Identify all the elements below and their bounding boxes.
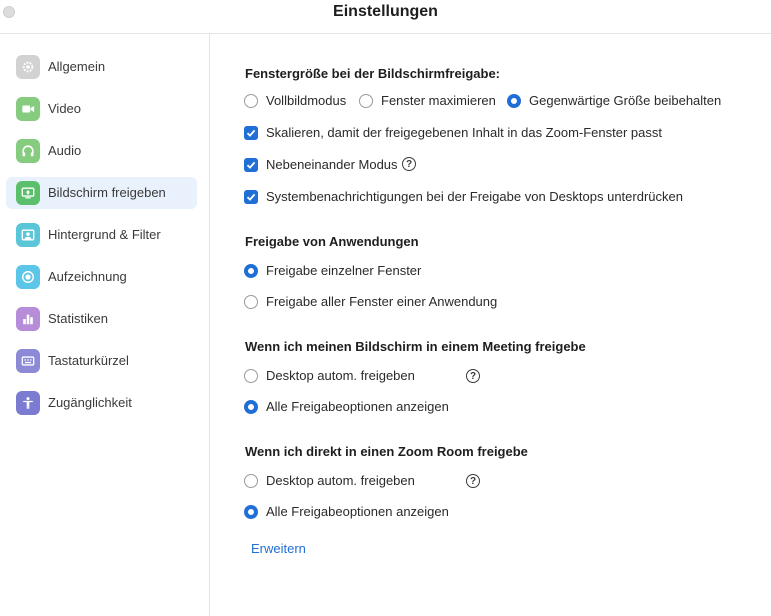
screen-share-settings-panel [211,34,771,616]
sidebar-item-label: Statistiken [48,311,108,326]
radio-button[interactable] [244,474,258,488]
radio-button[interactable] [244,295,258,309]
headphones-icon [16,139,40,163]
sidebar-item-video[interactable] [6,93,197,125]
radio-meeting-show-all-options[interactable] [244,399,449,414]
sidebar-item-label: Allgemein [48,59,106,74]
statistics-icon [16,307,40,331]
window-title: Einstellungen [333,3,438,20]
radio-label: Fenster maximieren [381,93,496,108]
sidebar-item-label: Tastaturkürzel [48,353,129,368]
sidebar-item-label: Video [48,101,82,116]
checkbox-checked[interactable] [244,158,258,172]
sidebar-item-recording[interactable] [6,261,197,293]
checkbox-side-by-side[interactable] [244,157,398,172]
radio-button[interactable] [244,94,258,108]
checkmark-icon [246,128,256,138]
radio-label: Freigabe aller Fenster einer Anwendung [266,294,498,309]
video-camera-icon [16,97,40,121]
radio-fullscreen[interactable] [244,93,346,108]
background-icon [16,223,40,247]
section-title-window-size: Fenstergröße bei der Bildschirmfreigabe: [245,66,501,81]
radio-button-selected[interactable] [244,400,258,414]
help-icon[interactable]: ? [466,474,480,488]
radio-button[interactable] [359,94,373,108]
section-title-app-sharing: Freigabe von Anwendungen [245,234,419,249]
radio-button[interactable] [244,369,258,383]
radio-label: Alle Freigabeoptionen anzeigen [266,504,449,519]
radio-share-single-window[interactable] [244,263,421,278]
radio-label: Freigabe einzelner Fenster [266,263,422,278]
checkbox-checked[interactable] [244,126,258,140]
radio-label: Desktop autom. freigeben [266,473,415,488]
radio-button-selected[interactable] [244,264,258,278]
radio-keep-current-size[interactable] [507,93,721,108]
section-title-zoom-room-share: Wenn ich direkt in einen Zoom Room freigebe [245,444,528,459]
sidebar-item-statistics[interactable] [6,303,197,335]
checkmark-icon [246,160,256,170]
checkbox-label: Systembenachrichtigungen bei der Freigabe von Desktops unterdrücken [266,189,683,204]
radio-button-selected[interactable] [507,94,521,108]
sidebar-item-general[interactable] [6,51,197,83]
checkbox-label: Skalieren, damit der freigegebenen Inhalt in das Zoom-Fenster passt [266,125,662,140]
checkmark-icon [246,192,256,202]
radio-label: Alle Freigabeoptionen anzeigen [266,399,449,414]
sidebar-item-label: Zugänglichkeit [48,395,132,410]
sidebar-item-accessibility[interactable] [6,387,197,419]
checkbox-checked[interactable] [244,190,258,204]
sidebar-item-label: Aufzeichnung [48,269,127,284]
radio-share-all-app-windows[interactable] [244,294,497,309]
radio-label: Gegenwärtige Größe beibehalten [529,93,722,108]
checkbox-scale-to-fit[interactable] [244,125,662,140]
radio-label: Vollbildmodus [266,93,347,108]
checkbox-suppress-notifications[interactable] [244,189,683,204]
help-icon[interactable]: ? [402,157,416,171]
accessibility-icon [16,391,40,415]
record-icon [16,265,40,289]
sidebar-item-label: Audio [48,143,82,158]
sidebar-item-background-filter[interactable] [6,219,197,251]
sidebar-item-label: Hintergrund & Filter [48,227,161,242]
radio-meeting-auto-share-desktop[interactable] [244,368,415,383]
section-title-meeting-share: Wenn ich meinen Bildschirm in einem Meeting freigebe [245,339,586,354]
help-icon[interactable]: ? [466,369,480,383]
radio-button-selected[interactable] [244,505,258,519]
advanced-link[interactable]: Erweitern [251,541,306,556]
gear-icon [16,55,40,79]
sidebar-item-screen-share[interactable] [6,177,197,209]
radio-zoom-room-show-all-options[interactable] [244,504,449,519]
checkbox-label: Nebeneinander Modus [266,157,398,172]
sidebar-item-label: Bildschirm freigeben [48,185,166,200]
sidebar-item-keyboard-shortcuts[interactable] [6,345,197,377]
radio-label: Desktop autom. freigeben [266,368,415,383]
sidebar [0,34,210,616]
title-bar [0,0,771,34]
keyboard-icon [16,349,40,373]
radio-zoom-room-auto-share-desktop[interactable] [244,473,415,488]
radio-maximize-window[interactable] [359,93,496,108]
screen-share-icon [16,181,40,205]
sidebar-item-audio[interactable] [6,135,197,167]
